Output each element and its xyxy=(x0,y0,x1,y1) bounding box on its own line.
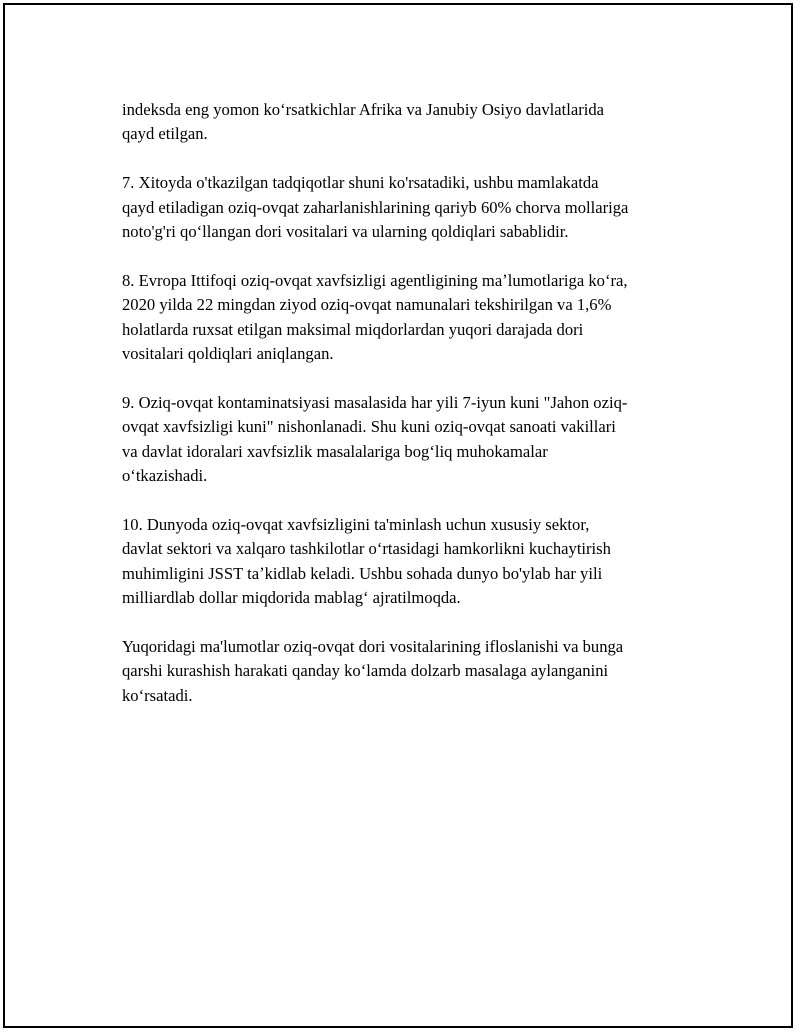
text-line: 8. Evropa Ittifoqi oziq-ovqat xavfsizligi agentligining maʼlumotlariga koʻra, xyxy=(122,270,628,290)
text-line: oʻtkazishadi. xyxy=(122,466,208,486)
text-line: va davlat idoralari xavfsizlik masalalariga bogʻliq muhokamalar xyxy=(122,441,548,461)
text-line: davlat sektori va xalqaro tashkilotlar oʻrtasidagi hamkorlikni kuchaytirish xyxy=(122,539,611,559)
text-line: holatlarda ruxsat etilgan maksimal miqdorlardan yuqori darajada dori xyxy=(122,319,584,339)
text-line: noto'g'ri qoʻllangan dori vositalari va ularning qoldiqlari sabablidir. xyxy=(122,222,569,242)
text-line: 7. Xitoyda o'tkazilgan tadqiqotlar shuni ko'rsatadiki, ushbu mamlakatda xyxy=(122,173,599,193)
text-line: milliardlab dollar miqdorida mablagʻ ajratilmoqda. xyxy=(122,588,461,608)
text-line: vositalari qoldiqlari aniqlangan. xyxy=(122,344,334,364)
paragraph-item-9 xyxy=(122,391,702,489)
text-line: 10. Dunyoda oziq-ovqat xavfsizligini ta'minlash uchun xususiy sektor, xyxy=(122,514,590,534)
text-line: Yuqoridagi ma'lumotlar oziq-ovqat dori vositalarining ifloslanishi va bunga xyxy=(122,636,624,656)
paragraph-continuation xyxy=(122,98,702,147)
text-line: ovqat xavfsizligi kuni" nishonlanadi. Shu kuni oziq-ovqat sanoati vakillari xyxy=(122,417,616,437)
paragraph-item-8 xyxy=(122,269,702,367)
text-line: qarshi kurashish harakati qanday koʻlamda dolzarb masalaga aylanganini xyxy=(122,661,609,681)
paragraph-item-7 xyxy=(122,171,702,244)
document-body xyxy=(122,98,702,732)
text-line: qayd etiladigan oziq-ovqat zaharlanishlarining qariyb 60% chorva mollariga xyxy=(122,197,629,217)
paragraph-conclusion xyxy=(122,635,702,708)
text-line: indeksda eng yomon koʻrsatkichlar Afrika va Janubiy Osiyo davlatlarida xyxy=(122,100,605,119)
text-line: koʻrsatadi. xyxy=(122,685,193,705)
text-line: qayd etilgan. xyxy=(122,124,208,144)
text-line: 9. Oziq-ovqat kontaminatsiyasi masalasida har yili 7-iyun kuni "Jahon oziq- xyxy=(122,392,628,412)
paragraph-item-10 xyxy=(122,513,702,611)
page-frame xyxy=(3,3,793,1028)
text-line: 2020 yilda 22 mingdan ziyod oziq-ovqat namunalari tekshirilgan va 1,6% xyxy=(122,295,612,315)
text-line: muhimligini JSST taʼkidlab keladi. Ushbu sohada dunyo bo'ylab har yili xyxy=(122,563,603,583)
